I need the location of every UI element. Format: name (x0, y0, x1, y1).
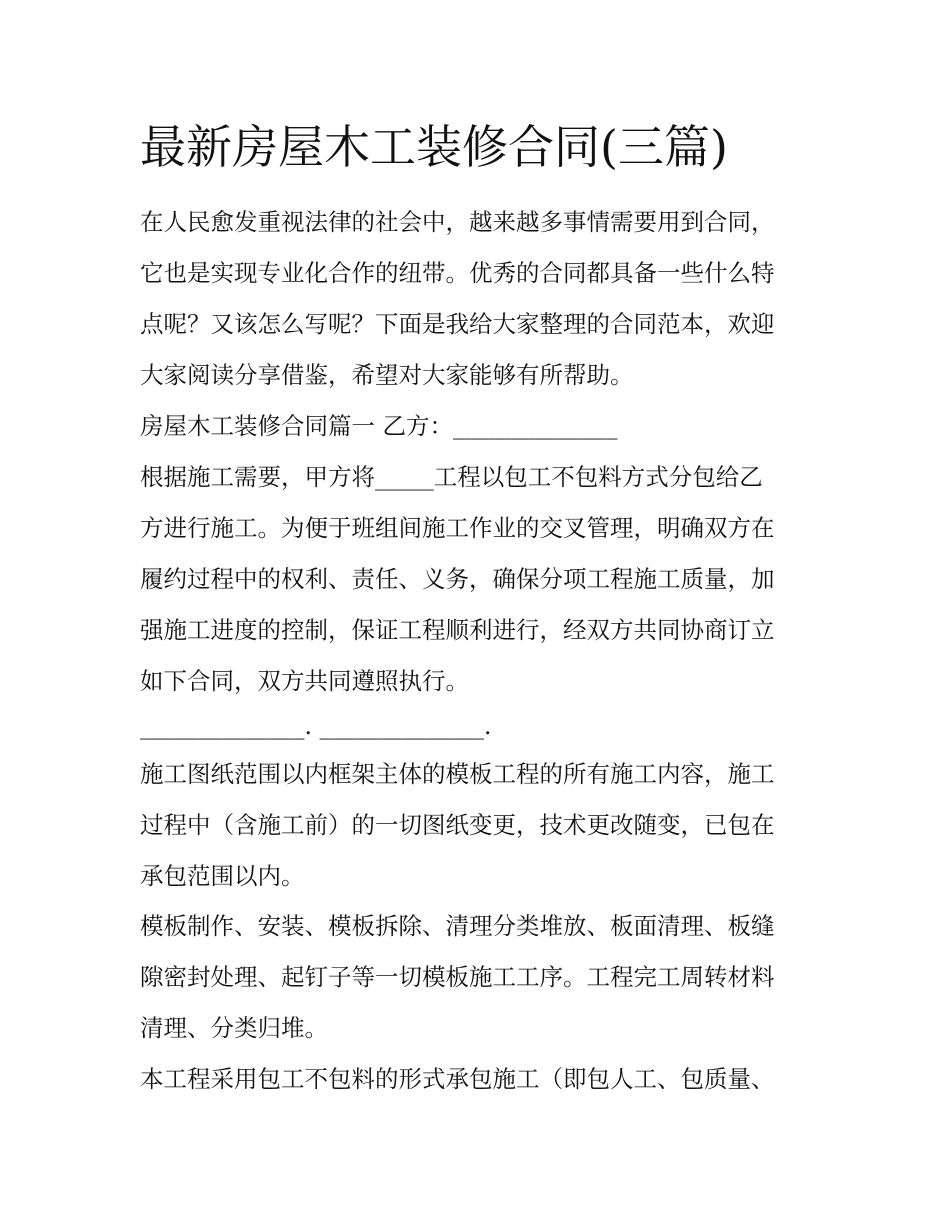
body-line-3: 履约过程中的权利、责任、义务，确保分项工程施工质量，加 (140, 565, 775, 593)
section-heading-party-b: 房屋木工装修合同篇一 乙方：______________ (140, 412, 618, 440)
process-line-3: 清理、分类归堆。 (140, 1014, 328, 1042)
body-line-5: 如下合同，双方共同遵照执行。 (140, 667, 469, 695)
intro-line-1: 在人民愈发重视法律的社会中，越来越多事情需要用到合同， (140, 208, 775, 236)
body-line-2: 方进行施工。为便于班组间施工作业的交叉管理，明确双方在 (140, 514, 775, 542)
blank-fields-line: ______________. ______________. (140, 712, 492, 740)
contract-form-line: 本工程采用包工不包料的形式承包施工（即包人工、包质量、 (140, 1065, 775, 1093)
scope-line-1: 施工图纸范围以内框架主体的模板工程的所有施工内容，施工 (140, 760, 775, 788)
intro-line-4: 大家阅读分享借鉴，希望对大家能够有所帮助。 (140, 361, 634, 389)
document-title: 最新房屋木工装修合同(三篇) (140, 120, 728, 174)
scope-line-3: 承包范围以内。 (140, 862, 305, 890)
body-line-4: 强施工进度的控制，保证工程顺利进行，经双方共同协商订立 (140, 616, 775, 644)
intro-line-2: 它也是实现专业化合作的纽带。优秀的合同都具备一些什么特 (140, 259, 775, 287)
body-line-1: 根据施工需要，甲方将_____工程以包工不包料方式分包给乙 (140, 463, 763, 491)
process-line-1: 模板制作、安装、模板拆除、清理分类堆放、板面清理、板缝 (140, 912, 775, 940)
intro-line-3: 点呢？又该怎么写呢？下面是我给大家整理的合同范本，欢迎 (140, 310, 775, 338)
scope-line-2: 过程中（含施工前）的一切图纸变更，技术更改随变，已包在 (140, 811, 775, 839)
process-line-2: 隙密封处理、起钉子等一切模板施工工序。工程完工周转材料 (140, 963, 775, 991)
